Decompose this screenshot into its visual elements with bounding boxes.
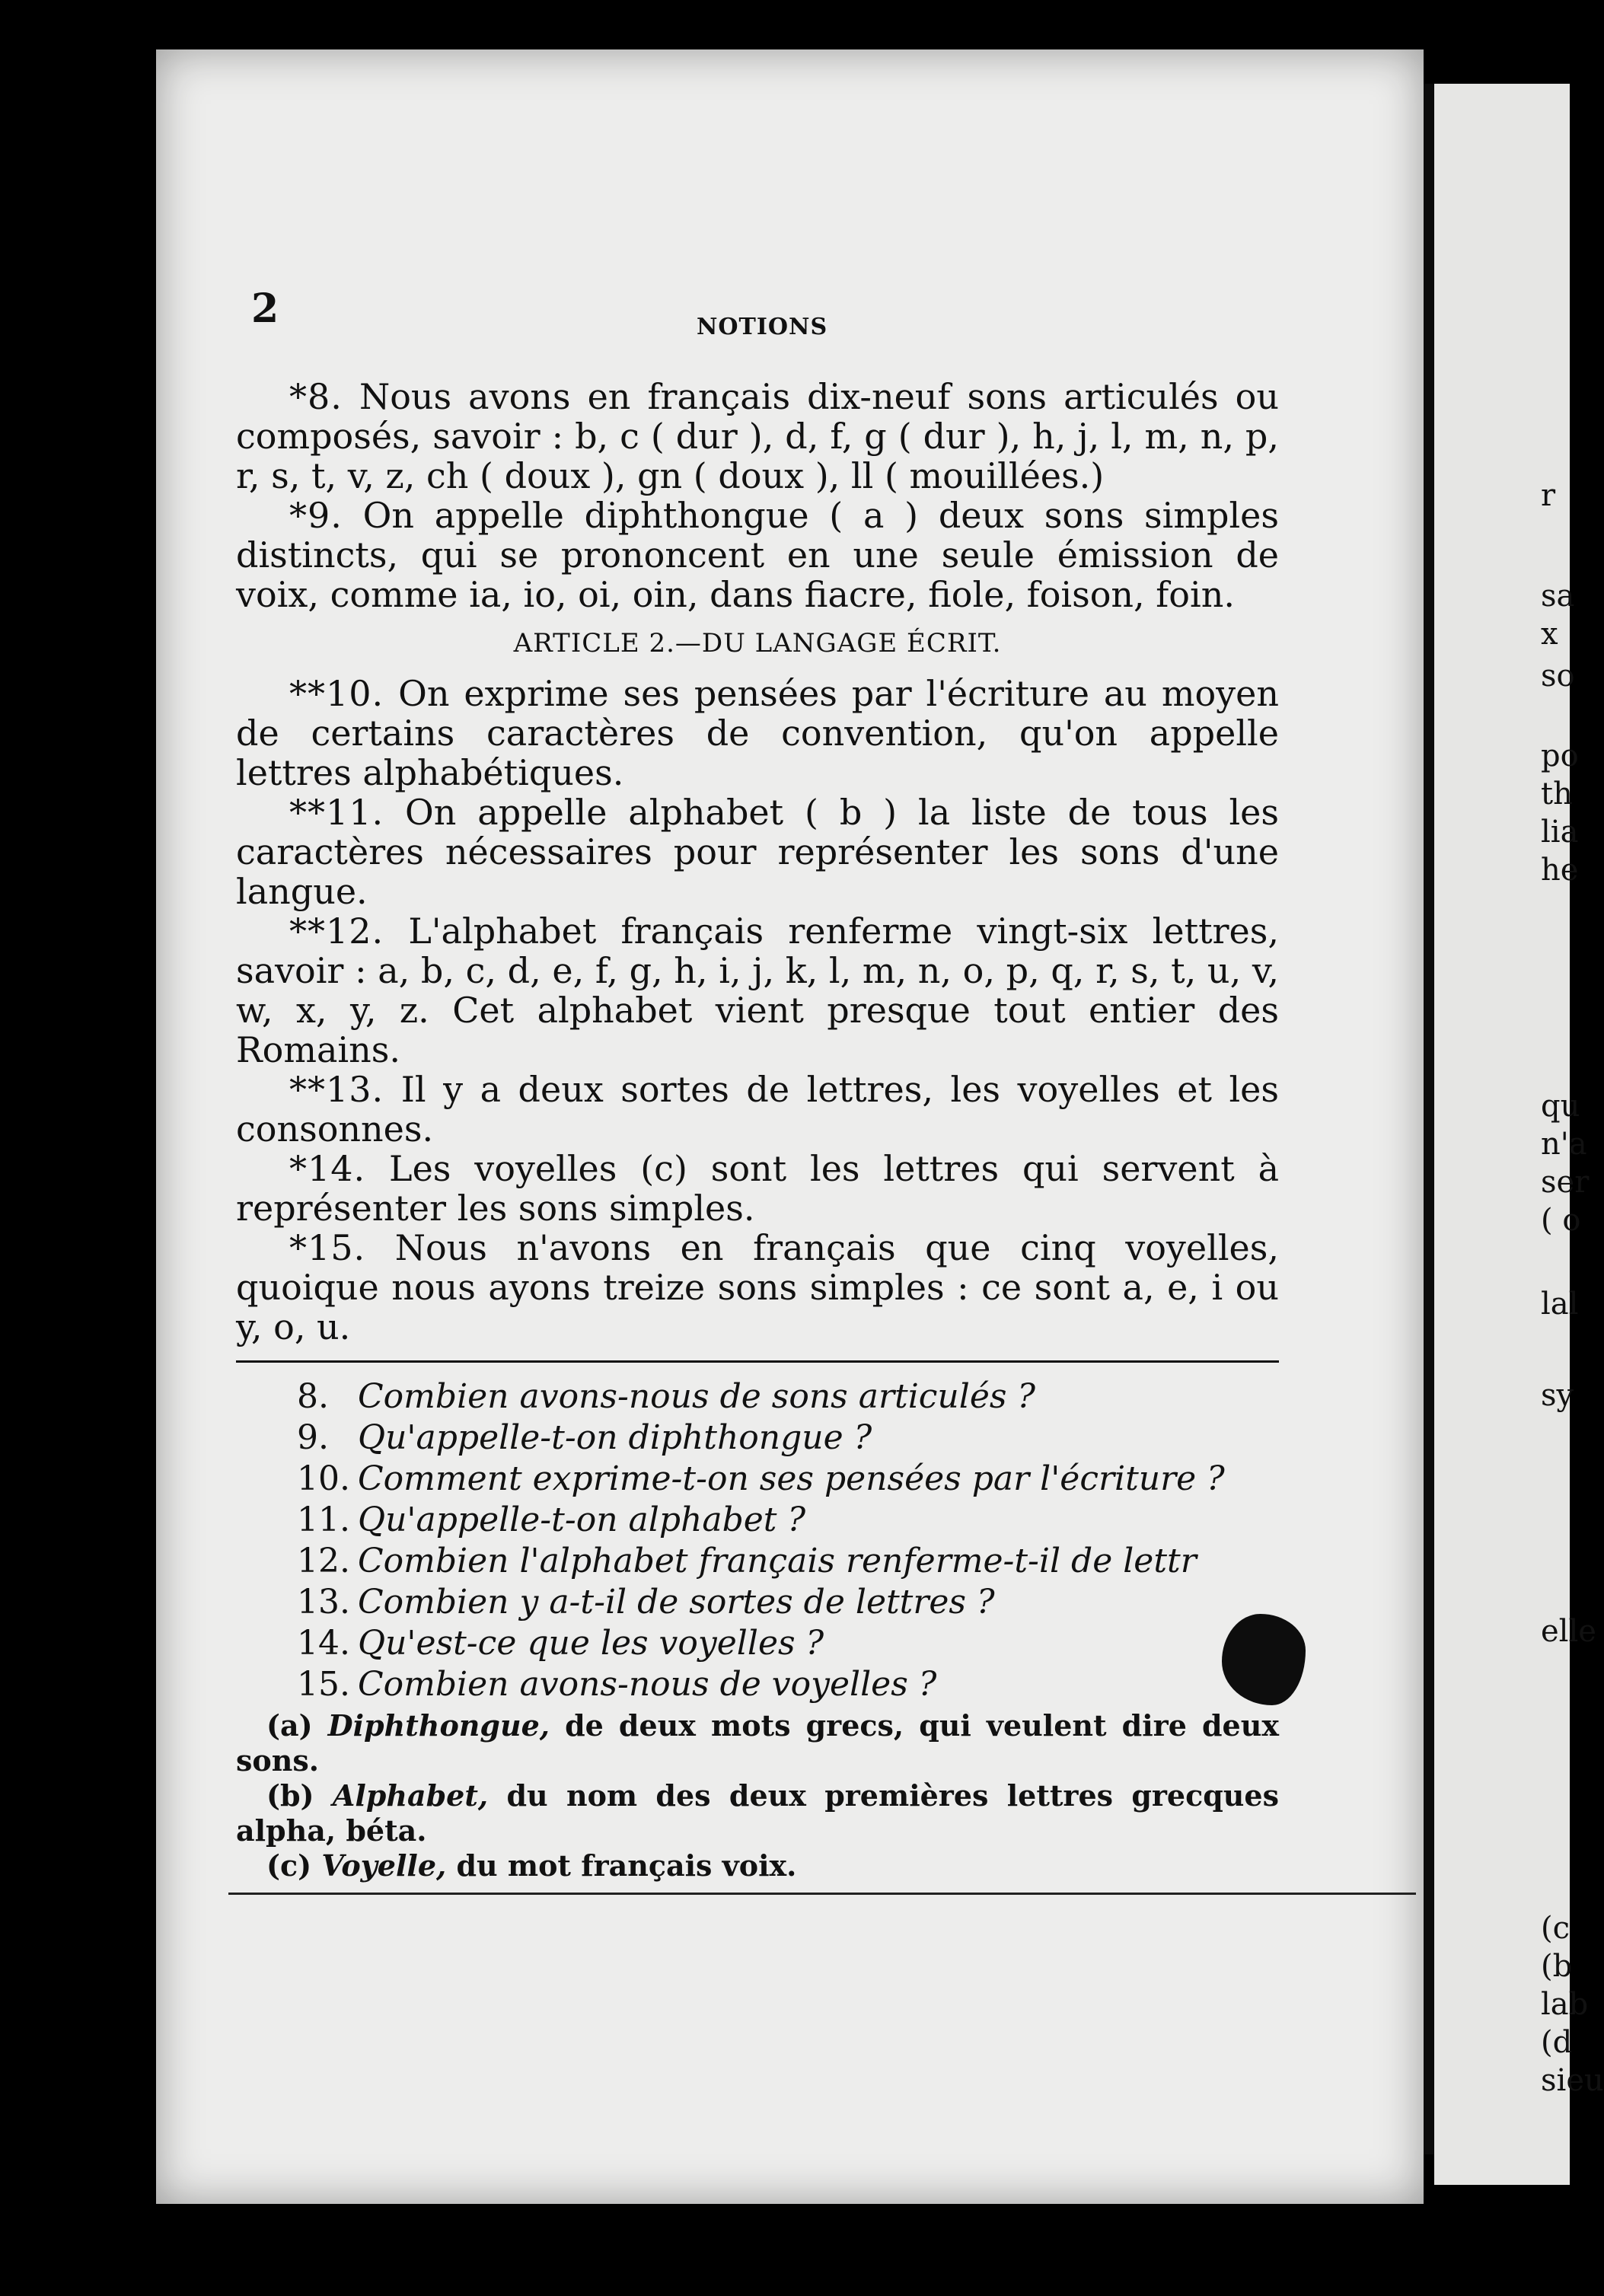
paragraph-number: *15. — [289, 1227, 366, 1268]
question-item — [297, 1623, 1279, 1664]
paragraph-text: On appelle alphabet ( b ) la liste de tous les caractères nécessaires pour représenter les sons d'une langue. — [236, 792, 1280, 912]
question-number: 10. — [297, 1459, 350, 1498]
fragment: ser — [1541, 1165, 1590, 1200]
paragraph — [236, 1228, 1279, 1347]
question-number: 12. — [297, 1542, 350, 1580]
fragment: lal — [1541, 1287, 1579, 1322]
paragraph-text: On exprime ses pensées par l'écriture au moyen de certains caractères de convention, qu'on appelle lettres alphabétiques. — [236, 673, 1280, 793]
paragraph-text: L'alphabet français renferme vingt-six lettres, savoir : a, b, c, d, e, f, g, h, i, j, k, l, m, n, o, p, q, r, s, t, u, v, w, x, y, z. Cet alphabet vient presque tout entier des Romains. — [236, 910, 1279, 1070]
adjacent-page-edge — [1434, 84, 1604, 2185]
fragment: sieu — [1541, 2063, 1604, 2098]
question-text: Combien l'alphabet français renferme-t-il de lettr — [358, 1542, 1197, 1580]
paragraph-number: **13. — [289, 1069, 384, 1110]
paragraph — [236, 911, 1279, 1070]
footnote-text: de deux mots grecs, qui veulent dire deux sons. — [236, 1708, 1279, 1778]
fragment: r — [1541, 478, 1556, 513]
question-text: Qu'appelle-t-on diphthongue ? — [358, 1418, 872, 1457]
paragraph — [236, 1070, 1279, 1149]
fragment: (c — [1541, 1911, 1571, 1946]
paragraph-text: On appelle diphthongue ( a ) deux sons simples distincts, qui se prononcent en une seule émission de voix, comme ia, io, oi, oin, dans fiacre, fiole, foison, foin. — [236, 495, 1279, 615]
question-number: 14. — [297, 1624, 350, 1663]
footnote-mark: (c) — [266, 1848, 312, 1883]
footnote-mark: (a) — [266, 1708, 313, 1743]
fragment: so — [1541, 659, 1575, 694]
page-number: 2 — [251, 285, 279, 332]
paragraph-number: *9. — [289, 495, 343, 536]
question-number: 11. — [297, 1500, 350, 1539]
paragraph-text: Les voyelles (c) sont les lettres qui servent à représenter les sons simples. — [236, 1148, 1279, 1229]
question-item — [297, 1541, 1279, 1582]
footnote — [236, 1708, 1279, 1778]
fragment: th — [1541, 776, 1573, 812]
question-text: Combien y a-t-il de sortes de lettres ? — [358, 1583, 995, 1622]
fragment: qu — [1541, 1089, 1580, 1124]
paragraph — [236, 792, 1279, 911]
question-item — [297, 1664, 1279, 1705]
fragment: he — [1541, 853, 1579, 888]
question-item — [297, 1376, 1279, 1417]
article-heading: ARTICLE 2.—DU LANGAGE ÉCRIT. — [513, 628, 1002, 659]
question-item — [297, 1417, 1279, 1459]
paragraph — [236, 496, 1279, 614]
fragment: sa — [1541, 579, 1575, 614]
question-item — [297, 1459, 1279, 1500]
paragraph — [236, 377, 1279, 496]
paragraph-text: Nous avons en français dix-neuf sons articulés ou composés, savoir : b, c ( dur ), d, f, g ( dur ), h, j, l, m, n, p, r, s, t, v, z, ch ( doux ), gn ( doux ), ll ( mouillées.) — [236, 376, 1279, 496]
fragment: x — [1541, 617, 1558, 652]
footnote-term: Alphabet, — [332, 1778, 489, 1813]
paragraph-number: *14. — [289, 1148, 366, 1189]
question-number: 13. — [297, 1583, 350, 1622]
paragraph-text: Il y a deux sortes de lettres, les voyelles et les consonnes. — [236, 1069, 1279, 1150]
scan-line — [228, 1893, 1416, 1895]
question-text: Qu'est-ce que les voyelles ? — [358, 1624, 824, 1663]
page-fold — [1424, 84, 1434, 2154]
question-item — [297, 1582, 1279, 1623]
fragment: lia — [1541, 815, 1579, 850]
question-text: Comment exprime-t-on ses pensées par l'écriture ? — [358, 1459, 1225, 1498]
paragraph-number: **10. — [289, 673, 384, 714]
question-text: Combien avons-nous de voyelles ? — [358, 1665, 937, 1704]
footnote-text: du nom des deux premières lettres grecques alpha, béta. — [236, 1778, 1279, 1848]
paragraph — [236, 1149, 1279, 1228]
question-number: 9. — [297, 1418, 329, 1457]
footnote — [236, 1848, 1279, 1883]
footnote — [236, 1778, 1279, 1848]
questions-list — [297, 1376, 1279, 1705]
footnotes — [236, 1708, 1279, 1883]
paragraph — [236, 674, 1279, 792]
paragraph-number: **12. — [289, 910, 384, 952]
footnote-term: Diphthongue, — [327, 1708, 550, 1743]
footnote-term: Voyelle, — [321, 1848, 447, 1883]
section-divider — [236, 1360, 1279, 1363]
fragment: sy — [1541, 1378, 1574, 1413]
question-item — [297, 1500, 1279, 1541]
question-number: 15. — [297, 1665, 350, 1704]
fragment: po — [1541, 738, 1579, 773]
question-text: Qu'appelle-t-on alphabet ? — [358, 1500, 806, 1539]
page-body — [236, 377, 1279, 1883]
question-number: 8. — [297, 1377, 329, 1416]
footnote-mark: (b) — [266, 1778, 314, 1813]
fragment: lab — [1541, 1987, 1589, 2022]
question-text: Combien avons-nous de sons articulés ? — [358, 1377, 1036, 1416]
paragraph-number: **11. — [289, 792, 384, 833]
fragment: ( o — [1541, 1203, 1581, 1238]
fragment: elle — [1541, 1614, 1596, 1649]
fragment: (d — [1541, 2025, 1573, 2060]
running-head: NOTIONS — [697, 314, 828, 340]
paragraph-text: Nous n'avons en français que cinq voyelles, quoique nous ayons treize sons simples : ce sont a, e, i ou y, o, u. — [236, 1227, 1279, 1347]
fragment: n'a — [1541, 1127, 1587, 1162]
fragment: (b — [1541, 1949, 1573, 1984]
paragraph-number: *8. — [289, 376, 343, 417]
footnote-text: du mot français voix. — [456, 1848, 797, 1883]
